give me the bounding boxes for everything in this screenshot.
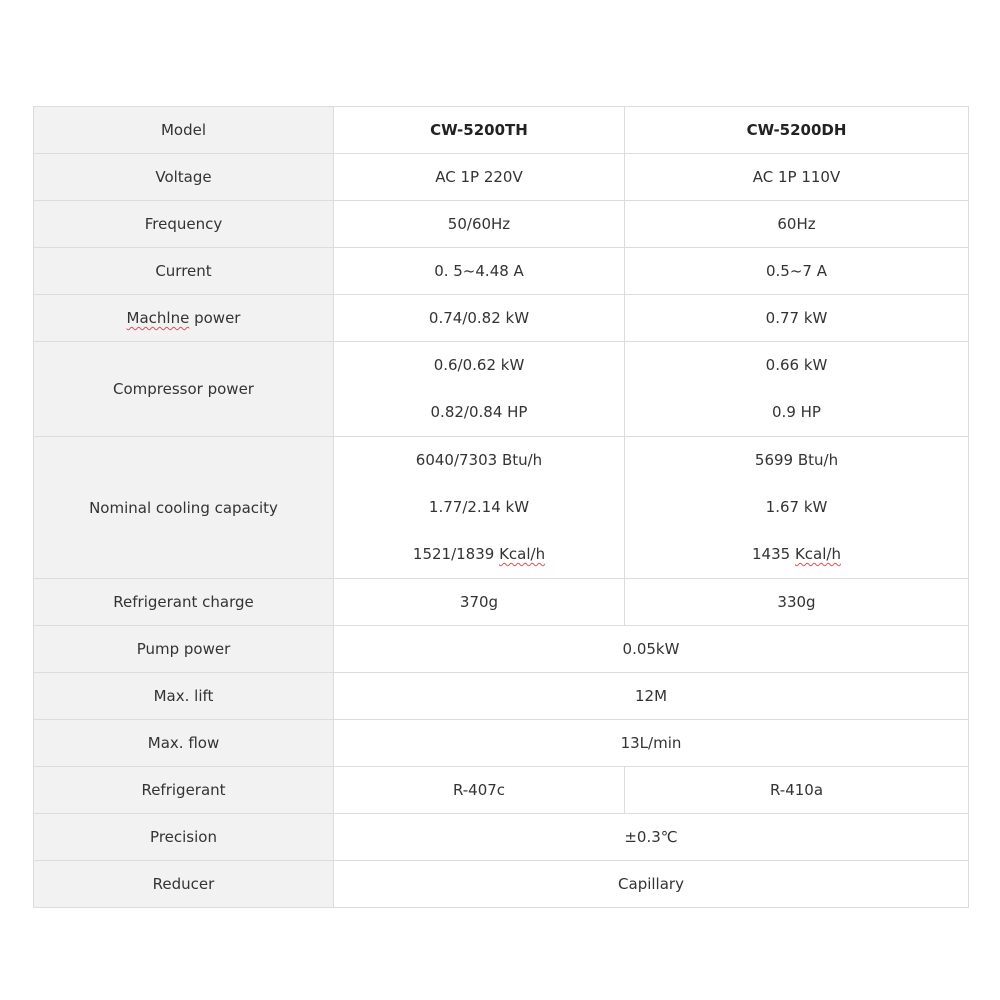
table-row-compressor-power [34, 342, 969, 437]
table-row-frequency [34, 201, 969, 248]
current-col1: 0. 5~4.48 A [334, 248, 625, 295]
cooling-kw-col2: 1.67 kW [765, 498, 828, 516]
refrigerant-col1: R-407c [334, 767, 625, 814]
machine-power-col2: 0.77 kW [625, 295, 969, 342]
specification-table [33, 106, 969, 908]
pump-power-value: 0.05kW [334, 626, 969, 673]
refrigerant-charge-col1: 370g [334, 579, 625, 626]
table-row-machine-power [34, 295, 969, 342]
row-label-refrigerant: Refrigerant [34, 767, 334, 814]
table-row-refrigerant-charge [34, 579, 969, 626]
row-label-machine-power-rest: power [189, 309, 241, 327]
cooling-kcal-col1-number: 1521/1839 [412, 545, 500, 563]
cooling-capacity-col2 [625, 437, 969, 579]
cooling-btu-col1: 6040/7303 Btu/h [415, 451, 543, 469]
table-row-refrigerant [34, 767, 969, 814]
cooling-capacity-col1 [334, 437, 625, 579]
row-label-current: Current [34, 248, 334, 295]
table-row-voltage [34, 154, 969, 201]
row-label-compressor-power: Compressor power [34, 342, 334, 437]
row-label-refrigerant-charge: Refrigerant charge [34, 579, 334, 626]
row-label-frequency: Frequency [34, 201, 334, 248]
refrigerant-charge-col2: 330g [625, 579, 969, 626]
row-label-cooling-capacity: Nominal cooling capacity [34, 437, 334, 579]
table-row-cooling-capacity [34, 437, 969, 579]
cooling-kcal-col2-number: 1435 [752, 545, 795, 563]
frequency-col2: 60Hz [625, 201, 969, 248]
refrigerant-col2: R-410a [625, 767, 969, 814]
cooling-btu-col2: 5699 Btu/h [754, 451, 839, 469]
table-row-current [34, 248, 969, 295]
reducer-value: Capillary [334, 861, 969, 908]
row-label-pump-power: Pump power [34, 626, 334, 673]
compressor-power-col1 [334, 342, 625, 437]
row-label-machine-power [34, 295, 334, 342]
compressor-kw-col2: 0.66 kW [765, 356, 828, 374]
cooling-kcal-col2 [625, 531, 968, 578]
max-lift-value: 12M [334, 673, 969, 720]
cooling-kcal-col1-unit: Kcal/h [499, 545, 546, 563]
table-row-precision [34, 814, 969, 861]
model-name-col1: CW-5200TH [334, 107, 625, 154]
row-label-max-flow: Max. flow [34, 720, 334, 767]
table-row-model [34, 107, 969, 154]
current-col2: 0.5~7 A [625, 248, 969, 295]
table-row-max-flow [34, 720, 969, 767]
compressor-kw-col1: 0.6/0.62 kW [433, 356, 525, 374]
misspelled-word: Machlne [126, 309, 190, 327]
compressor-power-col2 [625, 342, 969, 437]
voltage-col1: AC 1P 220V [334, 154, 625, 201]
table-row-pump-power [34, 626, 969, 673]
max-flow-value: 13L/min [334, 720, 969, 767]
row-label-precision: Precision [34, 814, 334, 861]
model-name-col2: CW-5200DH [625, 107, 969, 154]
table-row-max-lift [34, 673, 969, 720]
precision-value: ±0.3℃ [334, 814, 969, 861]
machine-power-col1: 0.74/0.82 kW [334, 295, 625, 342]
cooling-kcal-col2-unit: Kcal/h [794, 545, 841, 563]
row-label-model: Model [34, 107, 334, 154]
compressor-hp-col2: 0.9 HP [772, 403, 821, 421]
voltage-col2: AC 1P 110V [625, 154, 969, 201]
row-label-reducer: Reducer [34, 861, 334, 908]
frequency-col1: 50/60Hz [334, 201, 625, 248]
compressor-hp-col1: 0.82/0.84 HP [430, 403, 528, 421]
table-row-reducer [34, 861, 969, 908]
row-label-voltage: Voltage [34, 154, 334, 201]
row-label-max-lift: Max. lift [34, 673, 334, 720]
cooling-kcal-col1 [334, 531, 624, 578]
cooling-kw-col1: 1.77/2.14 kW [428, 498, 530, 516]
